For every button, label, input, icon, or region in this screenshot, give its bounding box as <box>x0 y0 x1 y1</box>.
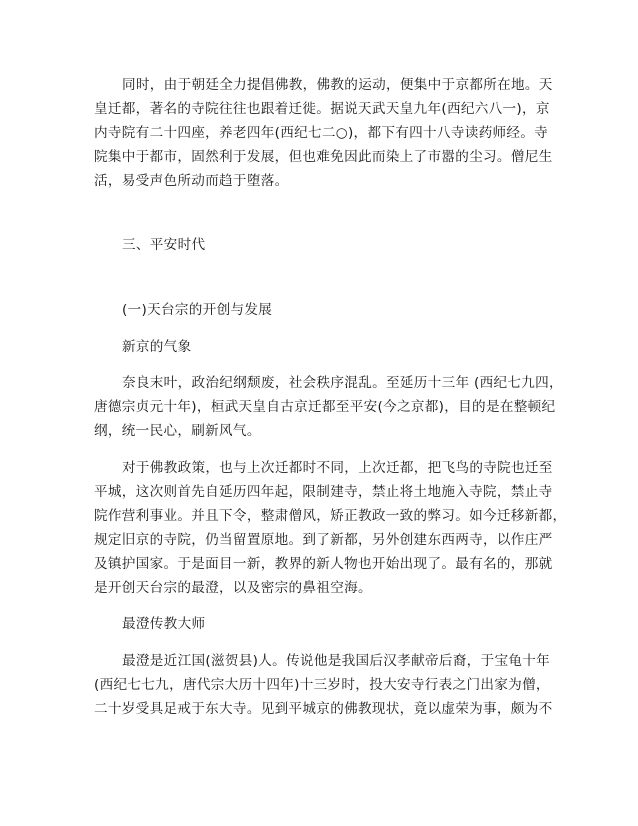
paragraph-line: 对于佛教政策，也与上次迁都时不同，上次迁都，把飞鸟的寺院也迁至 <box>122 460 553 476</box>
paragraph-line: 二十岁受具足戒于东大寺。见到平城京的佛教现状，竟以虚荣为事，颇为不 <box>94 701 553 717</box>
paragraph-line: 最澄是近江国(滋贺县)人。传说他是我国后汉孝献帝后裔，于宝龟十年 <box>122 653 551 669</box>
paragraph-line: 同时，由于朝廷全力提倡佛教，佛教的运动，便集中于京都所在地。天 <box>122 77 553 93</box>
paragraph-line: 平城，这次则首先自延历四年起，限制建寺，禁止将土地施入寺院，禁止寺 <box>94 484 553 500</box>
subsection-heading: (一)天台宗的开创与发展 <box>122 302 273 318</box>
topic-heading: 最澄传教大师 <box>122 616 206 632</box>
topic-heading: 新京的气象 <box>122 339 192 355</box>
paragraph-line: 活，易受声色所动而趋于堕落。 <box>94 173 289 189</box>
paragraph-line: 唐德宗贞元十年)，桓武天皇自古京迁都至平安(今之京都)，目的是在整顿纪 <box>94 399 556 415</box>
paragraph-line: 奈良末叶，政治纪纲颓废，社会秩序混乱。至延历十三年 (西纪七九四， <box>122 375 563 391</box>
paragraph-line: 院集中于都市，固然利于发展，但也难免因此而染上了市嚣的尘习。僧尼生 <box>94 149 553 165</box>
paragraph-line: 是开创天台宗的最澄，以及密宗的鼻祖空海。 <box>94 580 372 596</box>
paragraph-line: 院作营利事业。并且下令，整肃僧风，矫正教政一致的弊习。如今迁移新都， <box>94 508 567 524</box>
paragraph-line: 规定旧京的寺院，仍当留置原地。到了新都，另外创建东西两寺，以作庄严 <box>94 532 553 548</box>
section-heading: 三、平安时代 <box>122 237 206 253</box>
paragraph-line: 及镇护国家。于是面目一新，教界的新人物也开始出现了。最有名的，那就 <box>94 556 553 572</box>
paragraph-line: 纲，统一民心，刷新风气。 <box>94 423 261 439</box>
paragraph-line: 内寺院有二十四座，养老四年(西纪七二○)，都下有四十八寺读药师经。寺 <box>94 125 549 141</box>
paragraph-line: (西纪七七九，唐代宗大历十四年)十三岁时，投大安寺行表之门出家为僧， <box>94 677 550 693</box>
paragraph-line: 皇迁都，著名的寺院往往也跟着迁徙。据说天武天皇九年(西纪六八一)，京 <box>94 101 550 117</box>
